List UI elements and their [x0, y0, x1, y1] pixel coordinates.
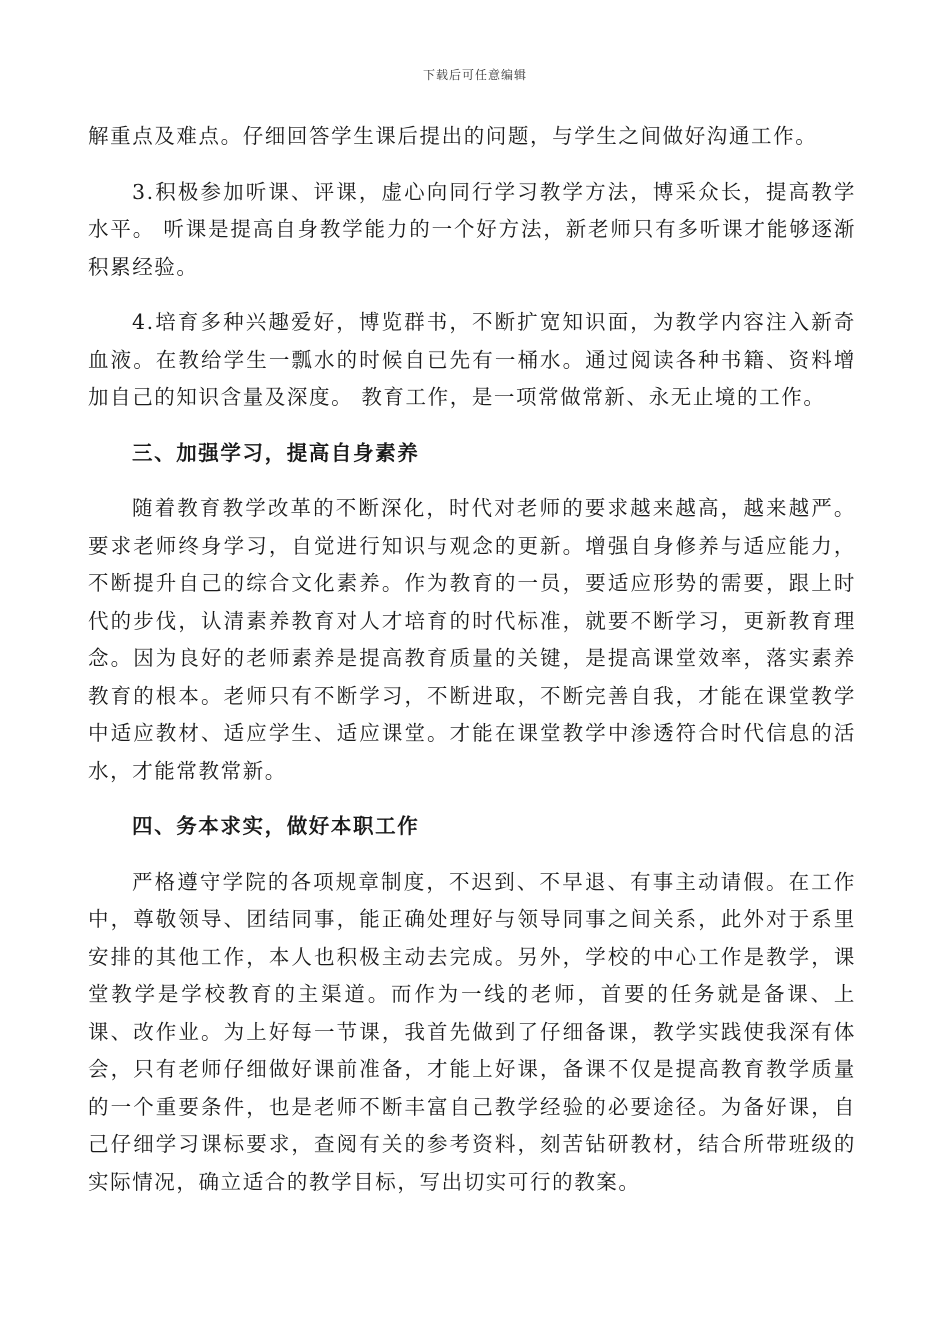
section-heading-4: 四、务本求实，做好本职工作	[132, 814, 420, 838]
paragraph-continuation: 解重点及难点。仔细回答学生课后提出的问题，与学生之间做好沟通工作。	[88, 124, 818, 148]
paragraph-section-3: 随着教育教学改革的不断深化，时代对老师的要求越来越高，越来越严。要求老师终身学习，自觉进行知识与观念的更新。增强自身修养与适应能力，不断提升自己的综合文化素养。作为教育的一员，要适应形势的需要，跟上时代的步伐，认清素养教育对人才培育的时代标准，就要不断学习，更新教育理念。因为良好的老师素养是提高教育质量的关键，是提高课堂效率，落实素养教育的根本。老师只有不断学习，不断进取，不断完善自我，才能在课堂教学中适应教材、适应学生、适应课堂。才能在课堂教学中渗透符合时代信息的活水，才能常教常新。	[88, 496, 856, 783]
paragraph-item-4: 4.培育多种兴趣爱好，博览群书，不断扩宽知识面，为教学内容注入新奇血液。在教给学生一瓢水的时候自已先有一桶水。通过阅读各种书籍、资料增加自己的知识含量及深度。 教育工作，是一项常做常新、永无止境的工作。	[88, 310, 856, 409]
document-body	[88, 118, 856, 1201]
paragraph-item-3: 3.积极参加听课、评课，虚心向同行学习教学方法，博采众长，提高教学水平。 听课是提高自身教学能力的一个好方法，新老师只有多听课才能够逐渐积累经验。	[88, 179, 856, 279]
section-heading-3: 三、加强学习，提高自身素养	[132, 440, 420, 465]
header-note: 下载后可任意编辑	[422, 68, 527, 82]
paragraph-section-4: 严格遵守学院的各项规章制度，不迟到、不早退、有事主动请假。在工作中，尊敬领导、团结同事，能正确处理好与领导同事之间关系，此外对于系里安排的其他工作，本人也积极主动去完成。另外，学校的中心工作是教学，课堂教学是学校教育的主渠道。而作为一线的老师，首要的任务就是备课、上课、改作业。为上好每一节课，我首先做到了仔细备课，教学实践使我深有体会，只有老师仔细做好课前准备，才能上好课，备课不仅是提高教育教学质量的一个重要条件，也是老师不断丰富自己教学经验的必要途径。为备好课，自己仔细学习课标要求，查阅有关的参考资料，刻苦钻研教材，结合所带班级的实际情况，确立适合的教学目标，写出切实可行的教案。	[88, 869, 856, 1194]
